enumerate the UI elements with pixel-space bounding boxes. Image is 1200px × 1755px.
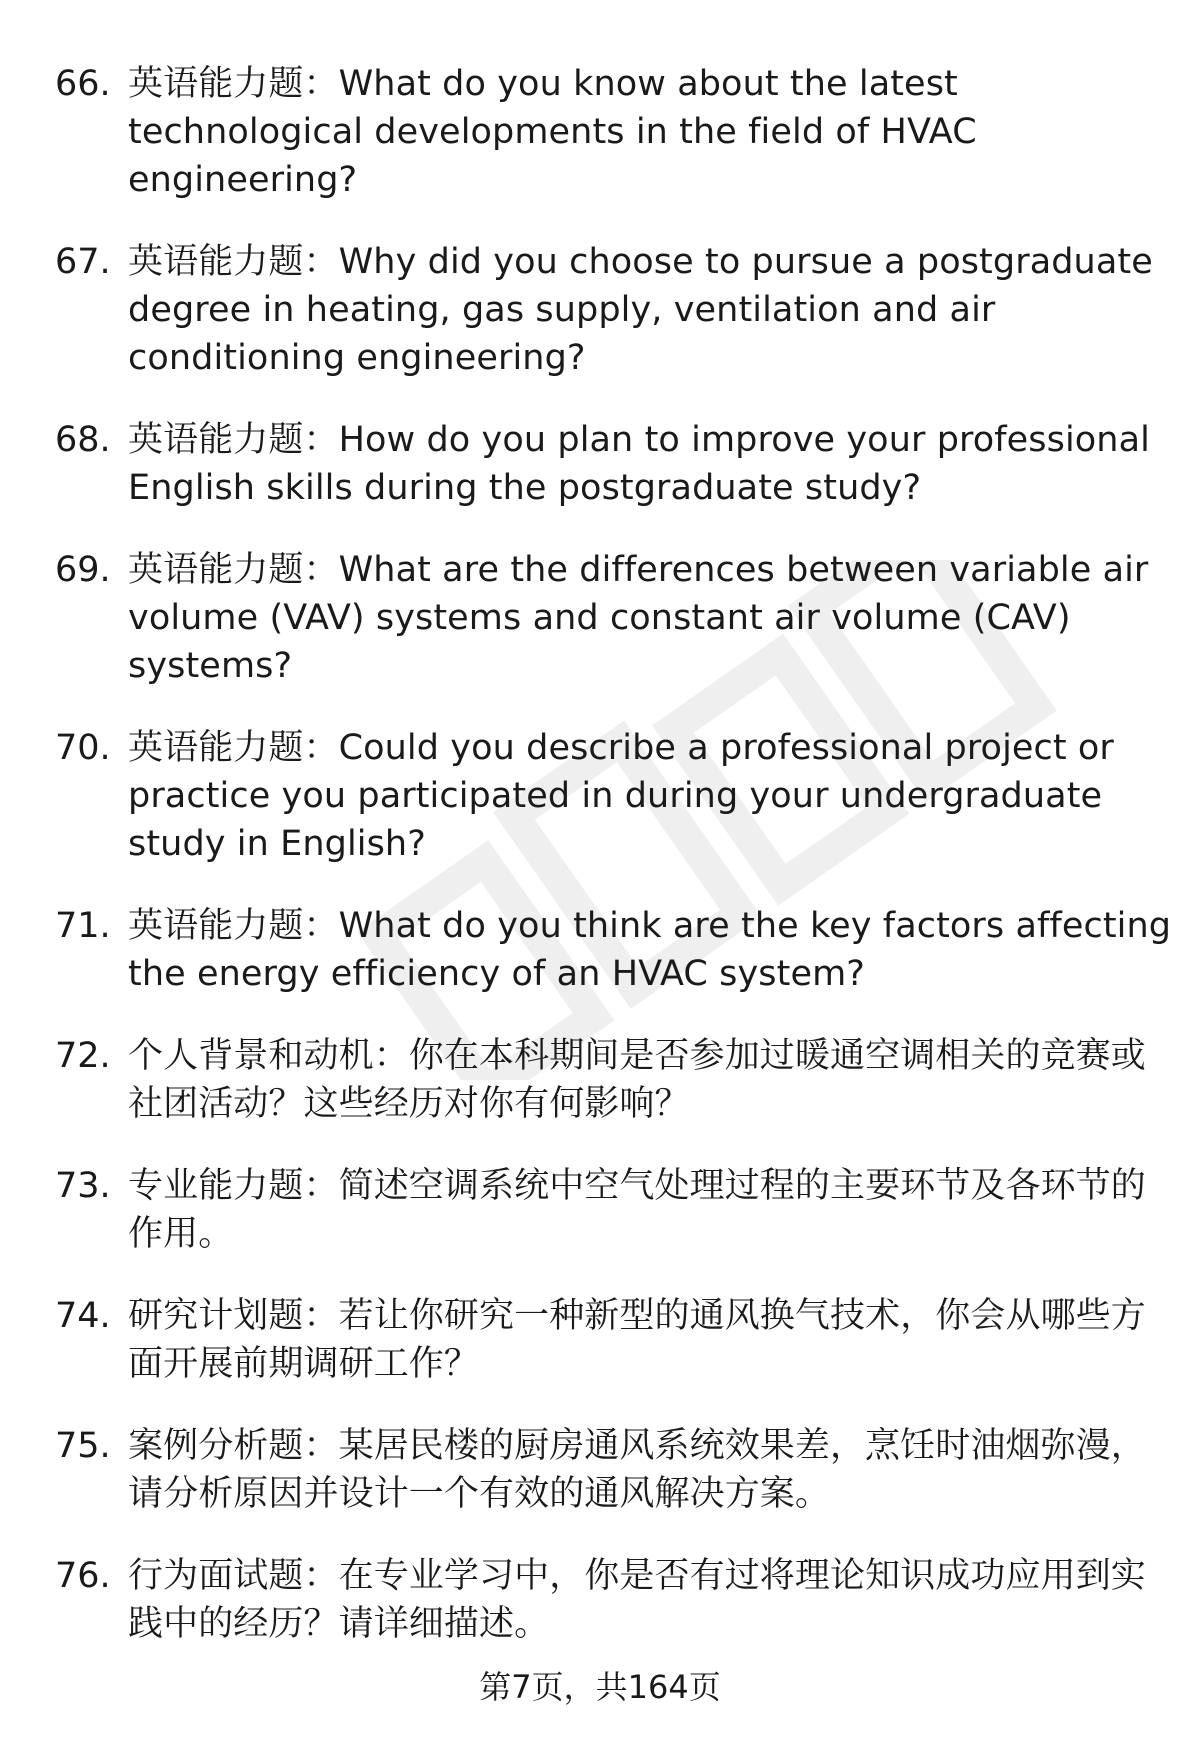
question-item-76 xyxy=(55,1552,1175,1648)
question-text: 英语能力题：Could you describe a professional project or practice you participated in during your undergraduate study in English? xyxy=(128,728,1114,864)
question-text: 研究计划题：若让你研究一种新型的通风换气技术，你会从哪些方面开展前期调研工作？ xyxy=(128,1296,1146,1384)
question-item-72 xyxy=(55,1032,1175,1128)
question-number: 67. xyxy=(55,242,111,282)
question-number: 74. xyxy=(55,1296,111,1336)
question-number: 66. xyxy=(55,64,111,104)
question-text: 专业能力题：简述空调系统中空气处理过程的主要环节及各环节的作用。 xyxy=(128,1166,1146,1254)
question-number: 72. xyxy=(55,1036,111,1076)
question-text: 英语能力题：What do you think are the key factors affecting the energy efficiency of an HVAC system? xyxy=(128,906,1172,994)
question-number: 71. xyxy=(55,906,111,946)
question-text: 英语能力题：What do you know about the latest technological developments in the field of HVAC engineering? xyxy=(128,64,977,200)
question-text: 行为面试题：在专业学习中，你是否有过将理论知识成功应用到实践中的经历？请详细描述。 xyxy=(128,1556,1146,1644)
question-text: 英语能力题：Why did you choose to pursue a postgraduate degree in heating, gas supply, ventilation and air conditioning engineering? xyxy=(128,242,1153,378)
page-number-footer: 第7页，共164页 xyxy=(479,1668,721,1706)
question-number: 70. xyxy=(55,728,111,768)
question-item-70 xyxy=(55,724,1175,868)
question-text: 案例分析题：某居民楼的厨房通风系统效果差，烹饪时油烟弥漫，请分析原因并设计一个有效的通风解决方案。 xyxy=(128,1426,1146,1514)
question-item-73 xyxy=(55,1162,1175,1258)
question-item-67 xyxy=(55,238,1175,382)
question-item-68 xyxy=(55,416,1175,512)
question-item-69 xyxy=(55,546,1175,690)
question-number: 75. xyxy=(55,1426,111,1466)
question-item-71 xyxy=(55,902,1175,998)
question-number: 69. xyxy=(55,550,111,590)
question-number: 76. xyxy=(55,1556,111,1596)
question-text: 英语能力题：What are the differences between variable air volume (VAV) systems and constant air volume (CAV) systems? xyxy=(128,550,1149,686)
question-text: 英语能力题：How do you plan to improve your professional English skills during the postgraduate study? xyxy=(128,420,1150,508)
question-text: 个人背景和动机：你在本科期间是否参加过暖通空调相关的竞赛或社团活动？这些经历对你有何影响？ xyxy=(128,1036,1146,1124)
question-number: 68. xyxy=(55,420,111,460)
question-item-75 xyxy=(55,1422,1175,1518)
question-item-74 xyxy=(55,1292,1175,1388)
question-item-66 xyxy=(55,60,1175,204)
question-number: 73. xyxy=(55,1166,111,1206)
question-list xyxy=(55,60,1175,1682)
